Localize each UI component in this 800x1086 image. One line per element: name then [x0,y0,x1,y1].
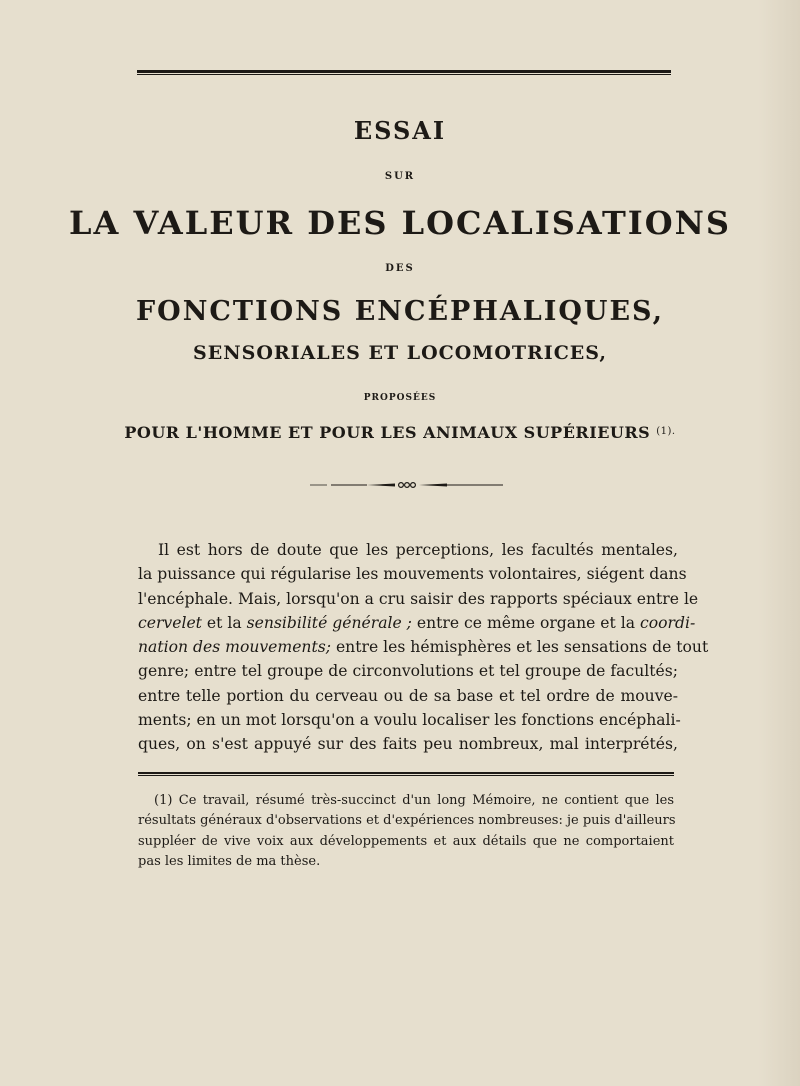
title-sur: SUR [384,171,416,182]
footnote-line: suppléer de vive voix aux développements et aux détails que ne comportaient [138,833,674,849]
body-text-fragment: et la [201,613,247,632]
body-line: ques, on s'est appuyé sur des faits peu nombreux, mal interprétés, [138,735,678,754]
body-line: la puissance qui régularise les mouvements volontaires, siégent dans [138,565,687,584]
dedication [0,423,800,442]
sub-subtitle: SENSORIALES ET LOCOMOTRICES, [193,342,607,364]
body-paragraph [138,538,709,757]
footnote-line: résultats généraux d'observations et d'expériences nombreuses: je puis d'ailleurs [138,813,676,829]
italic-term: nation des mouvements; [138,638,331,657]
body-line: genre; entre tel groupe de circonvolutions et tel groupe de facultés; [138,662,678,681]
footnote-ref: (1). [656,426,676,437]
body-line [138,611,696,635]
dedication-text: POUR L'HOMME ET POUR LES ANIMAUX SUPÉRIEURS [124,423,651,442]
title-essai: ESSAI [353,116,447,145]
subtitle: FONCTIONS ENCÉPHALIQUES, [136,296,664,327]
footnote-line: (1) Ce travail, résumé très-succinct d'un long Mémoire, ne contient que les [154,793,674,808]
title-proposees: PROPOSÉES [363,393,437,403]
body-line: l'encéphale. Mais, lorsqu'on a cru saisir des rapports spéciaux entre le [138,589,699,608]
footnote-rule [138,772,674,776]
title-des: DES [385,263,415,274]
body-line [138,635,709,659]
italic-term: sensibilité générale ; [246,613,412,632]
footnote-line: pas les limites de ma thèse. [138,853,321,869]
main-title: LA VALEUR DES LOCALISATIONS [69,204,731,242]
italic-term: cervelet [138,613,202,632]
page-edge-shadow [758,0,800,1086]
body-text-fragment: entre ce même organe et la [411,613,641,632]
top-rule [137,70,671,75]
body-line: Il est hors de doute que les perceptions, les facultés mentales, [158,541,678,559]
body-text-fragment: entre les hémisphères et les sensations de tout [331,638,709,657]
body-line: ments; en un mot lorsqu'on a voulu localiser les fonctions encéphali- [138,711,681,730]
footnote [138,791,674,872]
body-line: entre telle portion du cerveau ou de sa base et tel ordre de mouve- [138,686,678,705]
italic-term: coordi- [640,613,696,632]
ornament-divider [305,479,510,491]
